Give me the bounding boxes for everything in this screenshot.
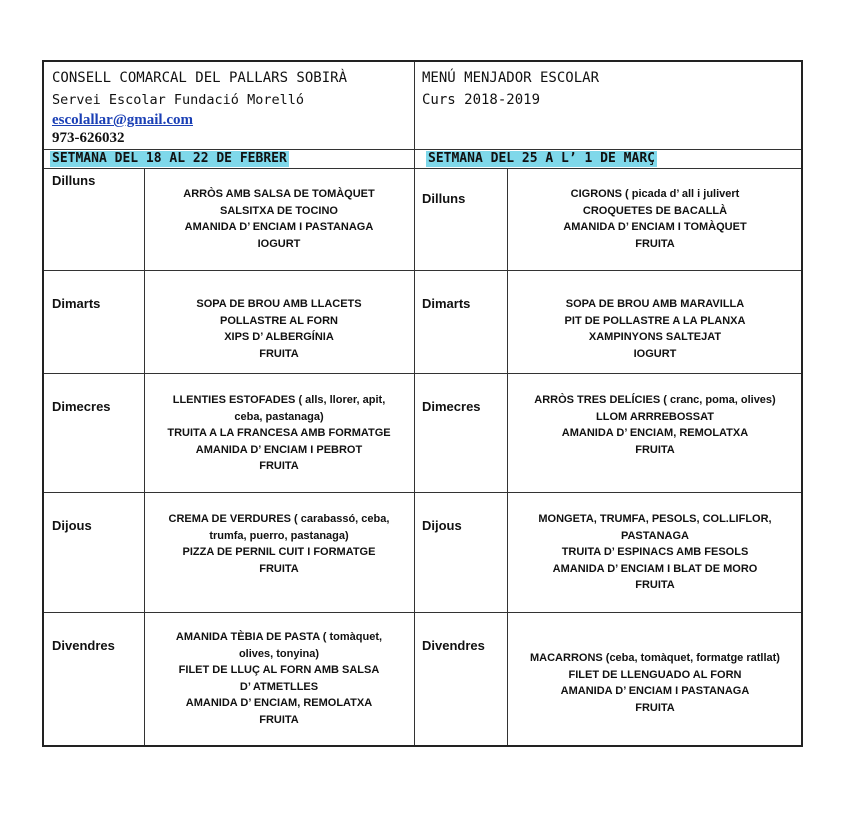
menu-cell-week2-divendres [507,650,803,716]
day-label-divendres: Divendres [52,638,115,653]
menu-line: CROQUETES DE BACALLÀ [582,204,728,217]
menu-line: ceba, pastanaga) [234,410,324,423]
header-left [44,62,415,149]
menu-line: FRUITA [259,562,299,575]
day-label-dimecres: Dimecres [52,399,111,414]
menu-line: PIZZA DE PERNIL CUIT I FORMATGE [182,546,376,558]
menu-cell-week1-dimecres [144,392,414,475]
org-name: CONSELL COMARCAL DEL PALLARS SOBIRÀ [52,70,348,86]
header-right [414,62,801,149]
menu-line: FRUITA [259,347,299,360]
menu-line: AMANIDA D’ ENCIAM I PASTANAGA [184,221,374,233]
menu-line: MACARRONS (ceba, tomàquet, formatge ratllat) [530,652,780,664]
week-header-row [44,149,801,169]
day-label-dimarts: Dimarts [52,296,101,311]
email-link[interactable]: escolallar@gmail.com [52,112,193,128]
menu-line: FRUITA [259,713,299,726]
menu-line: XAMPINYONS SALTEJAT [588,331,722,343]
day-label-dilluns: Dilluns [52,173,96,188]
menu-line: PASTANAGA [620,529,690,542]
menu-line: D’ ATMETLLES [239,680,319,693]
day-label-dilluns: Dilluns [422,191,466,206]
menu-line: FRUITA [635,443,675,456]
menu-line: TRUITA A LA FRANCESA AMB FORMATGE [167,427,391,439]
menu-line: AMANIDA D’ ENCIAM I PEBROT [195,443,363,456]
menu-line: PIT DE POLLASTRE A LA PLANXA [564,314,746,327]
day-label-divendres: Divendres [422,638,485,653]
day-label-dimecres: Dimecres [422,399,481,414]
menu-line: CIGRONS ( picada d’ all i julivert [570,188,740,200]
menu-cell-week1-divendres [144,629,414,728]
week-1-label: SETMANA DEL 18 AL 22 DE FEBRER [52,151,287,166]
menu-line: FRUITA [635,579,675,591]
menu-title: MENÚ MENJADOR ESCOLAR [422,70,600,86]
menu-line: IOGURT [633,347,677,360]
day-label-dijous: Dijous [52,518,92,533]
menu-line: POLLASTRE AL FORN [220,314,338,327]
menu-line: XIPS D’ ALBERGÍNIA [224,331,334,343]
menu-line: AMANIDA D’ ENCIAM I PASTANAGA [560,685,750,697]
menu-line: CREMA DE VERDURES ( carabassó, ceba, [168,513,390,525]
row-divider [44,373,801,374]
menu-line: ARRÒS AMB SALSA DE TOMÀQUET [183,188,375,200]
menu-line: olives, tonyina) [238,647,320,660]
menu-line: AMANIDA D’ ENCIAM I BLAT DE MORO [552,562,758,575]
menu-line: IOGURT [257,237,301,250]
menu-line: AMANIDA D’ ENCIAM, REMOLATXA [561,427,749,439]
menu-line: AMANIDA D’ ENCIAM, REMOLATXA [185,697,373,709]
day-label-dijous: Dijous [422,518,462,533]
menu-line: FILET DE LLUÇ AL FORN AMB SALSA [178,664,380,676]
row-divider [44,492,801,493]
menu-cell-week1-dimarts [144,296,414,362]
menu-cell-week2-dijous [507,511,803,594]
week-2-label: SETMANA DEL 25 A L’ 1 DE MARÇ [428,151,655,166]
menu-line: FRUITA [635,701,675,714]
menu-line: SOPA DE BROU AMB LLACETS [196,298,362,310]
menu-cell-week2-dimecres [507,392,803,458]
menu-cell-week1-dilluns [144,186,414,252]
menu-line: SOPA DE BROU AMB MARAVILLA [565,298,745,310]
menu-line: FILET DE LLENGUADO AL FORN [568,668,742,681]
menu-line: ARRÒS TRES DELÍCIES ( cranc, poma, olives) [534,394,776,406]
course-year: Curs 2018-2019 [422,92,541,108]
menu-cell-week1-dijous [144,511,414,577]
menu-line: trumfa, puerro, pastanaga) [209,529,349,542]
menu-line: FRUITA [259,460,299,472]
menu-line: TRUITA D’ ESPINACS AMB FESOLS [561,546,749,558]
menu-line: MONGETA, TRUMFA, PESOLS, COL.LIFLOR, [538,513,772,525]
menu-line: FRUITA [635,237,675,250]
menu-cell-week2-dilluns [507,186,803,252]
menu-sheet [42,60,803,747]
row-divider [44,612,801,613]
service-name: Servei Escolar Fundació Morelló [52,92,304,108]
menu-line: LLENTIES ESTOFADES ( alls, llorer, apit, [172,394,386,406]
column-divider [414,149,415,745]
phone-number: 973-626032 [52,130,125,146]
menu-line: AMANIDA D’ ENCIAM I TOMÀQUET [563,221,747,233]
menu-line: AMANIDA TÈBIA DE PASTA ( tomàquet, [175,631,383,643]
menu-line: SALSITXA DE TOCINO [220,204,338,217]
day-label-dimarts: Dimarts [422,296,471,311]
row-divider [44,270,801,271]
menu-line: LLOM ARRREBOSSAT [596,410,714,423]
menu-cell-week2-dimarts [507,296,803,362]
